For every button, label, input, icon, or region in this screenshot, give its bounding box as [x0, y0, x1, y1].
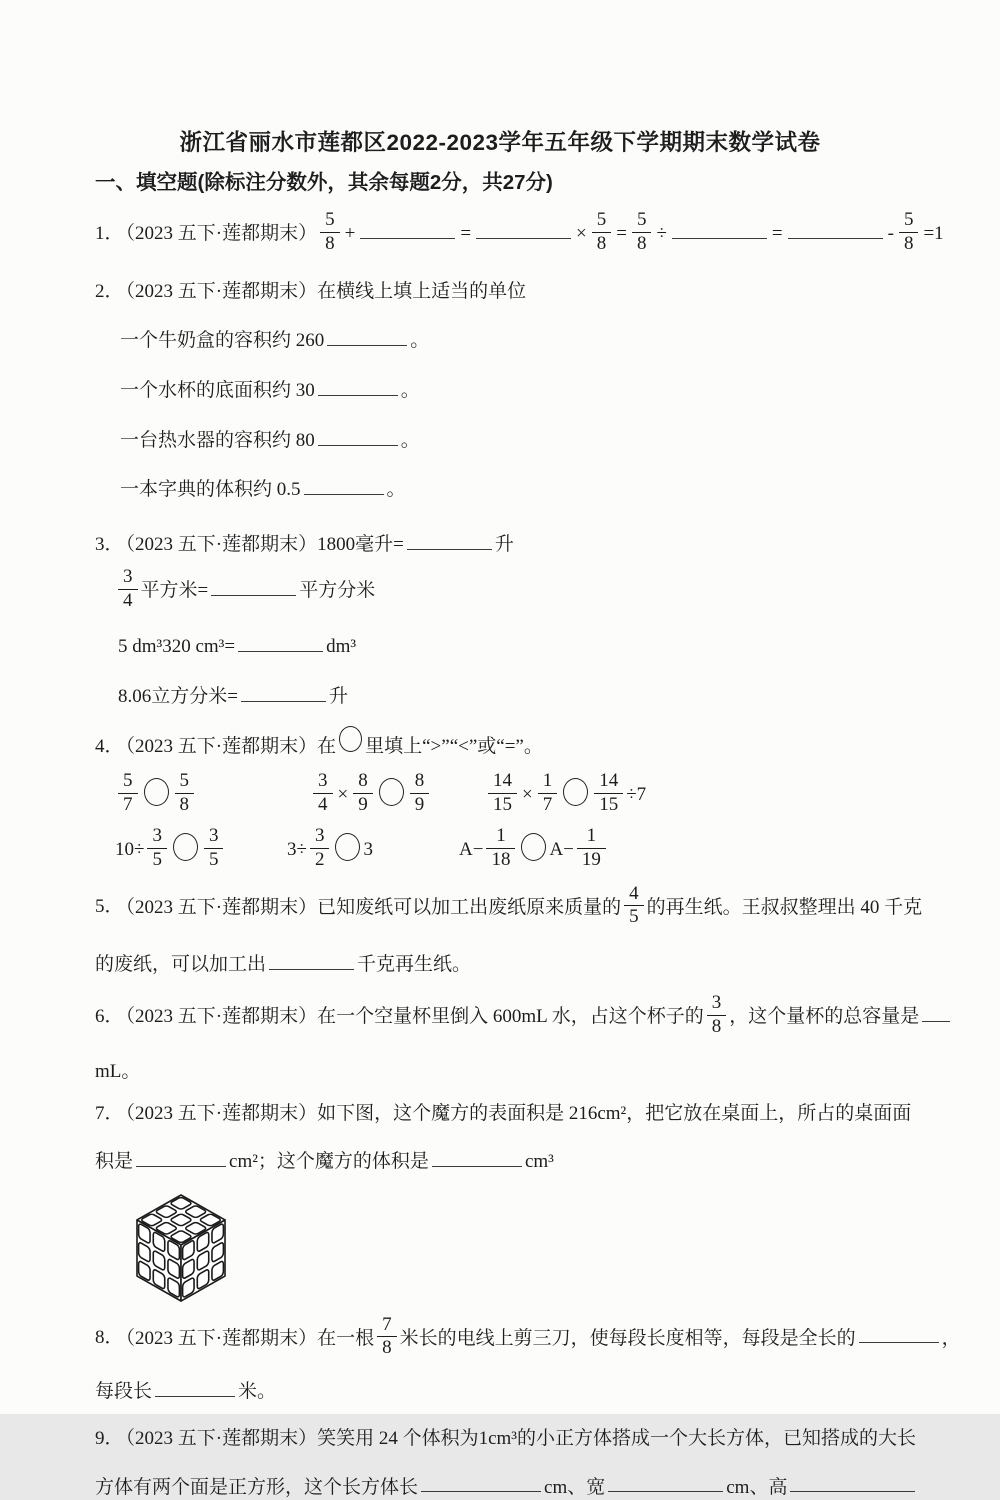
fraction-denominator: 8: [175, 794, 195, 816]
question-1: [95, 212, 905, 257]
compare-expression: [485, 773, 646, 818]
unit-label: 升: [329, 686, 348, 707]
fraction-3-5: [147, 826, 167, 871]
question-2: [95, 279, 905, 305]
question-text: 在一根: [317, 1327, 374, 1348]
item-period: 。: [401, 430, 420, 451]
fraction-numerator: 3: [204, 826, 224, 849]
unit-label: 平方分米: [299, 580, 375, 601]
question-text: cm²；这个魔方的体积是: [229, 1151, 429, 1172]
fraction-5-8: [899, 210, 919, 255]
fraction-denominator: 9: [353, 794, 373, 816]
question-3-line-2: [95, 569, 905, 614]
blank-line: [136, 1146, 226, 1167]
blank-line: [241, 681, 326, 702]
fraction-14-15: [594, 771, 623, 816]
fraction-4-5: [624, 884, 644, 929]
unit-label: mL。: [95, 1061, 140, 1082]
question-number: 8．: [95, 1327, 124, 1348]
question-9-line-2: [95, 1472, 905, 1500]
blank-line: [304, 474, 384, 495]
question-text: 的废纸，可以加工出: [95, 954, 266, 975]
fraction-3-4: [313, 771, 333, 816]
question-number: 7．: [95, 1103, 124, 1124]
fraction-numerator: 1: [538, 771, 558, 794]
compare-circle: [144, 778, 169, 806]
operator-equals-one: =1: [923, 223, 943, 244]
fraction-numerator: 5: [320, 210, 340, 233]
question-text: 如下图，这个魔方的表面积是 216cm²，把它放在桌面上，所占的桌面面: [317, 1103, 911, 1124]
item-period: 。: [410, 330, 429, 351]
blank-line: [327, 325, 407, 346]
fraction-8-9: [410, 771, 430, 816]
fraction-numerator: 1: [577, 826, 606, 849]
question-text: cm、高: [726, 1476, 787, 1497]
compare-circle: [563, 778, 588, 806]
fraction-denominator: 9: [410, 794, 430, 816]
conversion-text: 8.06立方分米=: [118, 686, 238, 707]
fraction-denominator: 5: [147, 849, 167, 871]
question-source-tag: （2023 五下·莲都期末）: [126, 1103, 318, 1124]
fraction-denominator: 5: [204, 849, 224, 871]
fraction-numerator: 1: [486, 826, 515, 849]
fraction-denominator: 5: [624, 906, 644, 928]
fraction-denominator: 8: [707, 1016, 727, 1038]
question-text: 千克再生纸。: [357, 954, 471, 975]
fraction-denominator: 15: [594, 794, 623, 816]
fraction-denominator: 8: [899, 233, 919, 255]
question-source-tag: （2023 五下·莲都期末）: [126, 736, 318, 757]
unit-label: 升: [495, 534, 514, 555]
operator-plus: +: [345, 223, 356, 244]
question-number: 9．: [95, 1428, 124, 1449]
fraction-1-7: [538, 771, 558, 816]
question-text: 方体有两个面是正方形，这个长方体长: [95, 1476, 418, 1497]
compare-circle: [339, 726, 362, 752]
blank-line: [318, 425, 398, 446]
unit-label: dm³: [326, 636, 356, 657]
fraction-numerator: 14: [488, 771, 517, 794]
fraction-numerator: 3: [147, 826, 167, 849]
fraction-numerator: 5: [899, 210, 919, 233]
fraction-numerator: 5: [118, 771, 138, 794]
compare-circle: [521, 833, 546, 861]
blank-line: [476, 218, 571, 239]
compare-circle: [173, 833, 198, 861]
item-text: 一台热水器的容积约 80: [120, 430, 315, 451]
blank-line: [318, 375, 398, 396]
question-number: 3．: [95, 534, 124, 555]
fraction-denominator: 15: [488, 794, 517, 816]
question-text: 笑笑用 24 个体积为1cm³的小正方体搭成一个大长方体，已知搭成的大长: [317, 1428, 916, 1449]
fraction-denominator: 8: [632, 233, 652, 255]
conversion-text: 平方米=: [141, 580, 209, 601]
blank-line: [211, 575, 296, 596]
fraction-denominator: 4: [118, 590, 138, 612]
fraction-5-8: [592, 210, 612, 255]
section-heading: 一、填空题(除标注分数外，其余每题2分，共27分): [95, 169, 905, 197]
blank-line: [432, 1146, 522, 1167]
operator-times: ×: [576, 223, 587, 244]
fraction-5-8: [632, 210, 652, 255]
fraction-7-8: [377, 1315, 397, 1360]
compare-circle: [335, 833, 360, 861]
fraction-1-18: [486, 826, 515, 871]
blank-line: [421, 1472, 541, 1493]
fraction-denominator: 2: [310, 849, 330, 871]
fraction-denominator: 4: [313, 794, 333, 816]
operand-ten-divide: 10÷: [115, 838, 144, 859]
question-number: 4．: [95, 736, 124, 757]
fraction-numerator: 8: [353, 771, 373, 794]
operator-equals: =: [616, 223, 627, 244]
question-text: 已知废纸可以加工出废纸原来质量的: [317, 896, 621, 917]
fraction-14-15: [488, 771, 517, 816]
operator-minus: -: [888, 223, 894, 244]
blank-line: [788, 218, 883, 239]
question-source-tag: （2023 五下·莲都期末）: [126, 896, 318, 917]
fraction-denominator: 19: [577, 849, 606, 871]
question-2-item-4: [95, 474, 905, 503]
question-3-line-4: [95, 681, 905, 710]
question-source-tag: （2023 五下·莲都期末）: [126, 534, 318, 555]
question-2-item-2: [95, 375, 905, 404]
fraction-denominator: 8: [320, 233, 340, 255]
operand-three-divide: 3÷: [287, 838, 307, 859]
question-4-row-2: [95, 828, 905, 873]
question-text: cm、宽: [544, 1476, 605, 1497]
question-text: ，这个量杯的总容量是: [729, 1006, 919, 1027]
operator-divide: ÷: [656, 223, 666, 244]
fraction-3-2: [310, 826, 330, 871]
item-period: 。: [401, 380, 420, 401]
question-2-item-3: [95, 425, 905, 454]
question-4: [95, 734, 905, 761]
operator-divide-seven: ÷7: [626, 784, 646, 805]
question-text: 在横线上填上适当的单位: [317, 281, 526, 302]
fraction-5-7: [118, 771, 138, 816]
question-number: 2．: [95, 281, 124, 302]
fraction-numerator: 7: [377, 1315, 397, 1338]
fraction-5-8: [175, 771, 195, 816]
question-number: 6．: [95, 1006, 124, 1027]
blank-line: [859, 1322, 939, 1343]
fraction-3-8: [707, 993, 727, 1038]
question-3-line-3: [95, 631, 905, 660]
question-source-tag: （2023 五下·莲都期末）: [126, 281, 318, 302]
fraction-8-9: [353, 771, 373, 816]
question-8: [95, 1317, 905, 1362]
blank-line: [608, 1472, 723, 1493]
blank-line: [922, 1001, 950, 1022]
operator-equals: =: [460, 223, 471, 244]
question-text: 的再生纸。王叔叔整理出 40 千克: [647, 896, 923, 917]
page-title: 浙江省丽水市莲都区2022-2023学年五年级下学期期末数学试卷: [95, 128, 905, 158]
conversion-text: 1800毫升=: [317, 534, 404, 555]
operator-times: ×: [522, 784, 533, 805]
question-number: 1．: [95, 223, 124, 244]
fraction-3-4: [118, 567, 138, 612]
item-text: 一个水杯的底面积约 30: [120, 380, 315, 401]
operand-a-minus: A−: [549, 838, 573, 859]
fraction-numerator: 5: [632, 210, 652, 233]
fraction-1-19: [577, 826, 606, 871]
fraction-numerator: 5: [592, 210, 612, 233]
fraction-numerator: 8: [410, 771, 430, 794]
question-2-item-1: [95, 325, 905, 354]
question-text: 米。: [238, 1381, 276, 1402]
compare-expression: [287, 828, 459, 873]
operand-three: 3: [363, 838, 373, 859]
fraction-denominator: 7: [118, 794, 138, 816]
question-text: 米长的电线上剪三刀，使每段长度相等，每段是全长的: [400, 1327, 856, 1348]
fraction-numerator: 3: [118, 567, 138, 590]
fraction-denominator: 7: [538, 794, 558, 816]
unit-label: cm³: [525, 1151, 554, 1172]
fraction-numerator: 3: [310, 826, 330, 849]
fraction-numerator: 5: [175, 771, 195, 794]
question-9: [95, 1426, 905, 1452]
question-6: [95, 995, 905, 1040]
question-text: 积是: [95, 1151, 133, 1172]
blank-line: [360, 218, 455, 239]
blank-line: [407, 529, 492, 550]
question-5: [95, 886, 905, 931]
rubiks-cube-image: [117, 1189, 245, 1307]
fraction-numerator: 3: [707, 993, 727, 1016]
item-text: 一本字典的体积约 0.5: [120, 479, 301, 500]
question-source-tag: （2023 五下·莲都期末）: [126, 1006, 318, 1027]
question-4-row-1: [95, 773, 905, 818]
question-text: 里填上“>”“<”或“=”。: [365, 736, 543, 757]
question-6-line-2: [95, 1059, 905, 1085]
question-source-tag: （2023 五下·莲都期末）: [126, 223, 318, 244]
compare-expression: [459, 828, 609, 873]
fraction-numerator: 3: [313, 771, 333, 794]
question-text: 在: [317, 736, 336, 757]
compare-expression: [310, 773, 485, 818]
item-text: 一个牛奶盒的容积约 260: [120, 330, 324, 351]
conversion-text: 5 dm³320 cm³=: [118, 636, 235, 657]
blank-line: [672, 218, 767, 239]
compare-expression: [115, 828, 287, 873]
compare-circle: [379, 778, 404, 806]
question-8-line-2: [95, 1376, 905, 1405]
operator-equals: =: [772, 223, 783, 244]
question-5-line-2: [95, 949, 905, 978]
question-text: 每段长: [95, 1381, 152, 1402]
question-text: ，: [942, 1327, 961, 1348]
blank-line: [269, 949, 354, 970]
item-period: 。: [387, 479, 406, 500]
fraction-numerator: 4: [624, 884, 644, 907]
blank-line: [238, 631, 323, 652]
blank-line: [790, 1472, 915, 1493]
operand-a-minus: A−: [459, 838, 483, 859]
question-3: [95, 529, 905, 558]
compare-expression: [115, 773, 310, 818]
fraction-denominator: 8: [592, 233, 612, 255]
fraction-denominator: 8: [377, 1337, 397, 1359]
blank-line: [155, 1376, 235, 1397]
question-number: 5．: [95, 896, 124, 917]
question-source-tag: （2023 五下·莲都期末）: [126, 1428, 318, 1449]
fraction-numerator: 14: [594, 771, 623, 794]
fraction-denominator: 18: [486, 849, 515, 871]
question-7-line-2: [95, 1146, 905, 1175]
fraction-3-5: [204, 826, 224, 871]
operator-times: ×: [338, 784, 349, 805]
question-text: 在一个空量杯里倒入 600mL 水，占这个杯子的: [317, 1006, 704, 1027]
fraction-5-8: [320, 210, 340, 255]
question-source-tag: （2023 五下·莲都期末）: [126, 1327, 318, 1348]
question-7: [95, 1101, 905, 1127]
